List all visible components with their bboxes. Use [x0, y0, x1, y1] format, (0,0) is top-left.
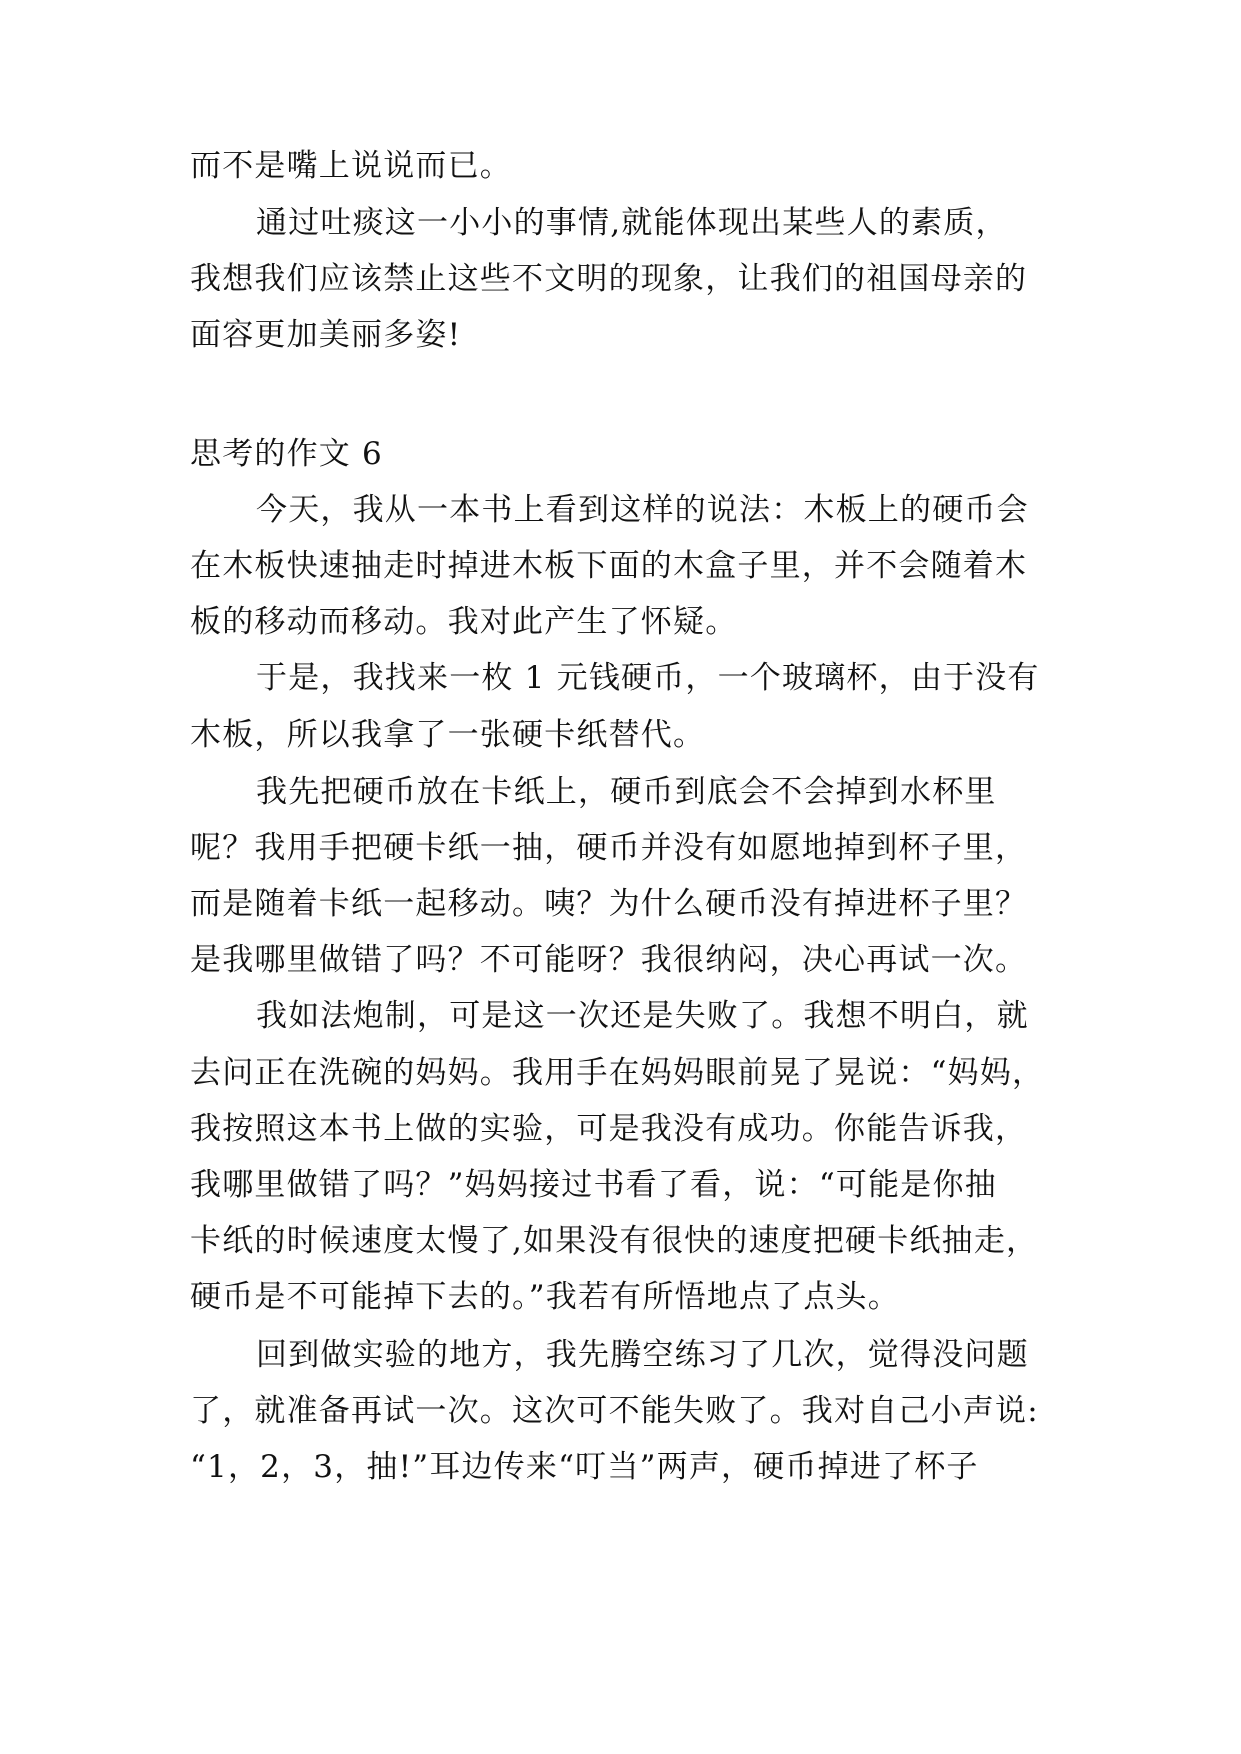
text-line: 木板，所以我拿了一张硬卡纸替代。 — [190, 717, 706, 753]
text-line: 我想我们应该禁止这些不文明的现象，让我们的祖国母亲的 — [190, 261, 1028, 297]
paragraph-first-line: 于是，我找来一枚 1 元钱硬币，一个玻璃杯，由于没有 — [256, 660, 1040, 696]
text-line: 而是随着卡纸一起移动。咦？为什么硬币没有掉进杯子里？ — [190, 886, 1028, 922]
text-line: 在木板快速抽走时掉进木板下面的木盒子里，并不会随着木 — [190, 548, 1028, 584]
paragraph-first-line: 我如法炮制，可是这一次还是失败了。我想不明白，就 — [256, 998, 1029, 1034]
text-line: 我哪里做错了吗？”妈妈接过书看了看，说：“可能是你抽 — [190, 1167, 997, 1203]
paragraph-first-line: 回到做实验的地方，我先腾空练习了几次，觉得没问题 — [256, 1337, 1029, 1373]
paragraph-first-line: 通过吐痰这一小小的事情,就能体现出某些人的素质， — [256, 205, 1008, 241]
text-line: 卡纸的时候速度太慢了,如果没有很快的速度把硬卡纸抽走， — [190, 1223, 1039, 1259]
text-line: “1，2，3，抽!”耳边传来“叮当”两声，硬币掉进了杯子 — [190, 1449, 979, 1485]
section-heading: 思考的作文 6 — [190, 436, 383, 472]
text-line: 面容更加美丽多姿! — [190, 317, 462, 353]
text-line: 而不是嘴上说说而已。 — [190, 148, 512, 184]
text-line: 是我哪里做错了吗？不可能呀？我很纳闷，决心再试一次。 — [190, 942, 1028, 978]
text-line: 呢？我用手把硬卡纸一抽，硬币并没有如愿地掉到杯子里， — [190, 830, 1028, 866]
text-line: 硬币是不可能掉下去的。”我若有所悟地点了点头。 — [190, 1279, 900, 1315]
text-line: 了，就准备再试一次。这次可不能失败了。我对自己小声说: — [190, 1393, 1039, 1429]
text-line: 去问正在洗碗的妈妈。我用手在妈妈眼前晃了晃说：“妈妈， — [190, 1055, 1045, 1091]
text-line: 板的移动而移动。我对此产生了怀疑。 — [190, 604, 738, 640]
text-line: 我按照这本书上做的实验，可是我没有成功。你能告诉我， — [190, 1111, 1028, 1147]
paragraph-first-line: 我先把硬币放在卡纸上，硬币到底会不会掉到水杯里 — [256, 774, 997, 810]
paragraph-first-line: 今天，我从一本书上看到这样的说法：木板上的硬币会 — [256, 492, 1029, 528]
